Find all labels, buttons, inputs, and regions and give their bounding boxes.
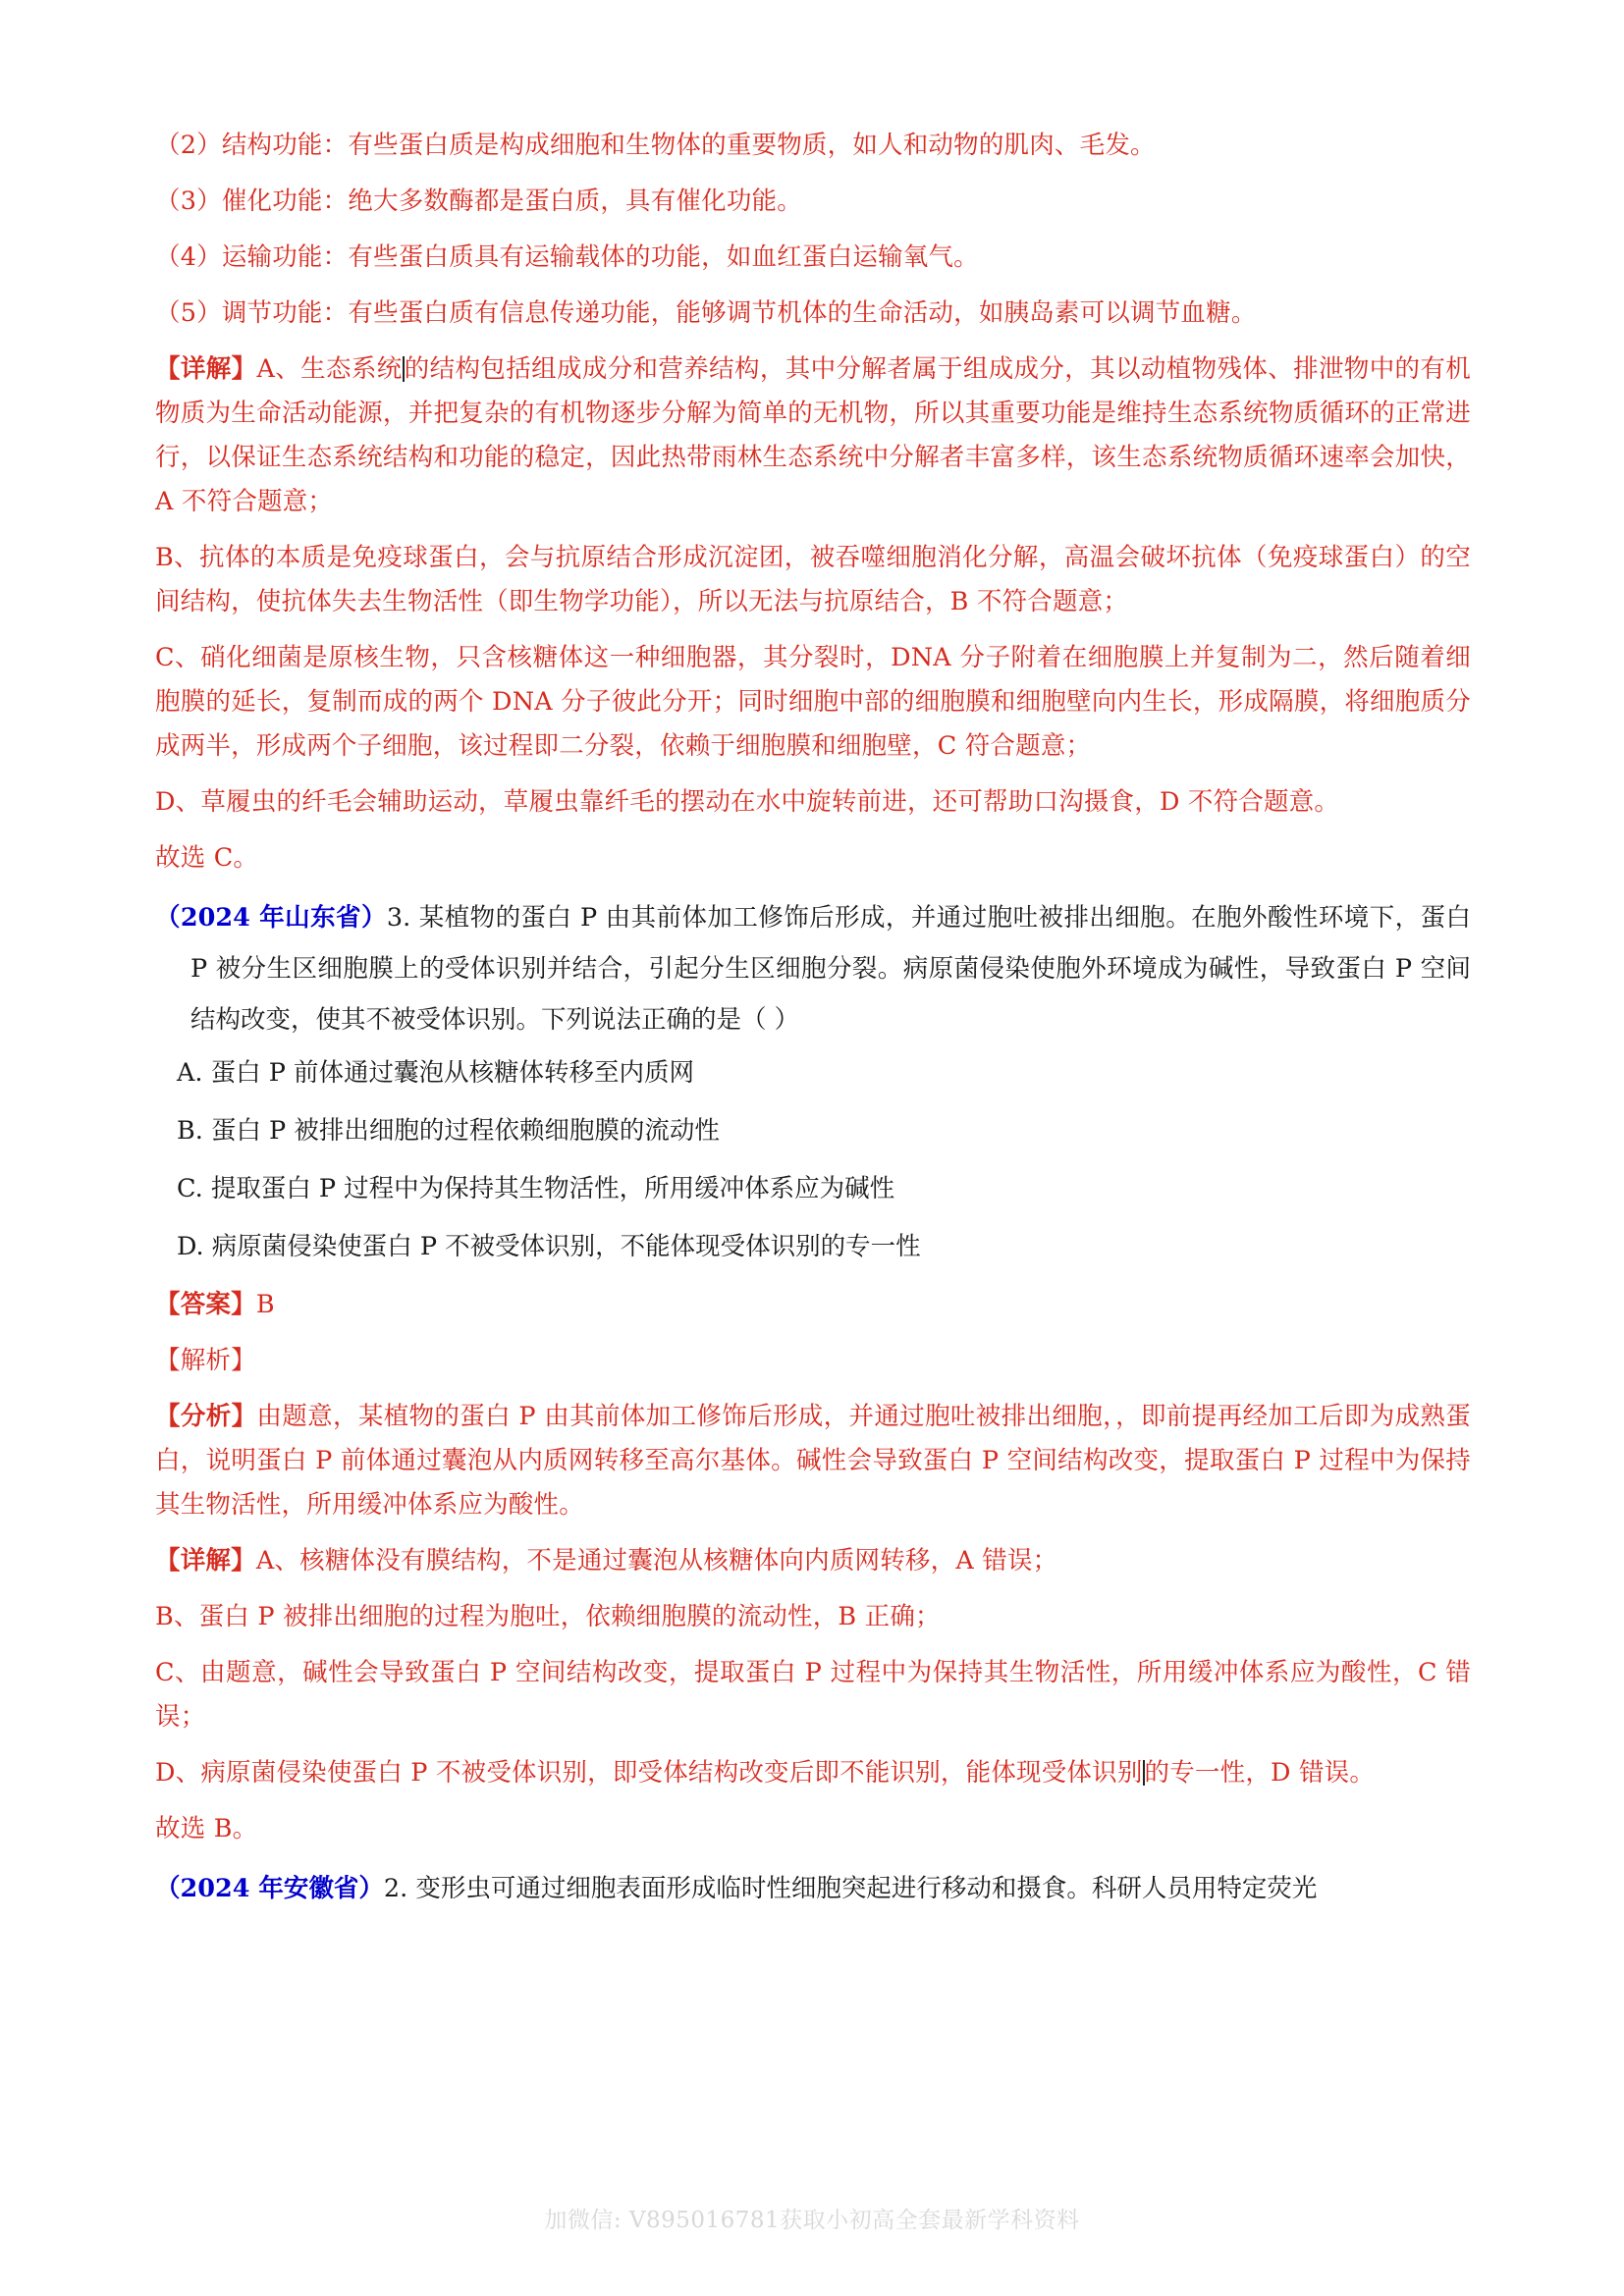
question-shandong-number: 3. — [386, 903, 411, 933]
function-item-3: （3）催化功能：绝大多数酶都是蛋白质，具有催化功能。 — [155, 187, 802, 216]
function-item-4: （4）运输功能：有些蛋白质具有运输载体的功能，如血红蛋白运输氧气。 — [155, 242, 979, 272]
detail-2-part-a — [155, 1539, 1471, 1583]
explanation-1-conclusion: 故选 C。 — [155, 843, 259, 873]
explanation-1-part-d: D、草履虫的纤毛会辅助运动，草履虫靠纤毛的摆动在水中旋转前进，还可帮助口沟摄食，D 不符合题意。 — [155, 787, 1340, 817]
answer-label: 【答案】 — [155, 1290, 256, 1319]
question-anhui-number: 2. — [383, 1874, 408, 1903]
detail-2-part-c: C、由题意，碱性会导致蛋白 P 空间结构改变，提取蛋白 P 过程中为保持其生物活性，所用缓冲体系应为酸性，C 错误； — [155, 1658, 1471, 1732]
detail-2-part-d — [155, 1751, 1471, 1795]
analysis-label: 【分析】 — [155, 1402, 257, 1431]
analysis-paragraph — [155, 1395, 1471, 1527]
analysis-text: 由题意，某植物的蛋白 P 由其前体加工修饰后形成，并通过胞吐被排出细胞，，即前提再经加工后即为成熟蛋白，说明蛋白 P 前体通过囊泡从内质网转移至高尔基体。碱性会导致蛋白 P 空间结构改变，提取蛋白 P 过程中为保持其生物活性，所用缓冲体系应为酸性。 — [155, 1402, 1471, 1520]
question-shandong-text: 某植物的蛋白 P 由其前体加工修饰后形成，并通过胞吐被排出细胞。在胞外酸性环境下，蛋白 P 被分生区细胞膜上的受体识别并结合，引起分生区细胞分裂。病原菌侵染使胞外环境成为碱性，导致蛋白 P 空间结构改变，使其不被受体识别。下列说法正确的是（ ） — [190, 903, 1472, 1035]
explanation-1-part-b: B、抗体的本质是免疫球蛋白，会与抗原结合形成沉淀团，被吞噬细胞消化分解，高温会破坏抗体（免疫球蛋白）的空间结构，使抗体失去生物活性（即生物学功能），所以无法与抗原结合，B 不符合题意； — [155, 543, 1471, 616]
province-tag-anhui: （2024 年安徽省） — [155, 1874, 384, 1903]
analysis-header: 【解析】 — [155, 1346, 256, 1375]
province-tag-shandong: （2024 年山东省） — [155, 903, 387, 933]
explanation-1-part-a-post: 的结构包括组成成分和营养结构，其中分解者属于组成成分，其以动植物残体、排泄物中的有机物质为生命活动能源，并把复杂的有机物逐步分解为简单的无机物，所以其重要功能是维持生态系统物质循环的正常进行，以保证生态系统结构和功能的稳定，因此热带雨林生态系统中分解者丰富多样，该生态系统物质循环速率会加快，A 不符合题意； — [155, 354, 1471, 516]
detail-2-part-a-text: A、核糖体没有膜结构，不是通过囊泡从核糖体向内质网转移，A 错误； — [255, 1546, 1058, 1575]
detail-2-label: 【详解】 — [155, 1546, 256, 1575]
question-anhui-stem — [155, 1863, 1471, 1914]
option-b[interactable]: B. 蛋白 P 被排出细胞的过程依赖细胞膜的流动性 — [177, 1116, 720, 1146]
detail-label: 【详解】 — [155, 354, 257, 384]
explanation-1-part-a — [155, 347, 1471, 524]
question-shandong-stem — [155, 892, 1471, 1045]
function-item-5: （5）调节功能：有些蛋白质有信息传递功能，能够调节机体的生命活动，如胰岛素可以调节血糖。 — [155, 298, 1257, 328]
detail-2-part-b: B、蛋白 P 被排出细胞的过程为胞吐，依赖细胞膜的流动性，B 正确； — [155, 1602, 941, 1631]
explanation-1-part-a-pre: A、生态系统 — [256, 354, 403, 384]
answer-value: B — [255, 1290, 275, 1319]
detail-2-part-d-pre: D、病原菌侵染使蛋白 P 不被受体识别，即受体结构改变后即不能识别，能体现受体识别 — [155, 1758, 1143, 1788]
answer-line — [155, 1283, 1471, 1327]
option-a[interactable]: A. 蛋白 P 前体通过囊泡从核糖体转移至内质网 — [177, 1058, 694, 1088]
explanation-1-part-c: C、硝化细菌是原核生物，只含核糖体这一种细胞器，其分裂时，DNA 分子附着在细胞膜上并复制为二，然后随着细胞膜的延长，复制而成的两个 DNA 分子彼此分开；同时细胞中部的细胞膜和细胞壁向内生长，形成隔膜，将细胞质分成两半，形成两个子细胞，该过程即二分裂，依赖于细胞膜和细胞壁，C 符合题意； — [155, 643, 1471, 761]
page-content — [155, 124, 1471, 1920]
page-footer: 加微信: V895016781获取小初高全套最新学科资料 — [544, 2208, 1080, 2233]
question-anhui-text: 变形虫可通过细胞表面形成临时性细胞突起进行移动和摄食。科研人员用特定荧光 — [415, 1874, 1318, 1903]
detail-2-part-d-post: 的专一性，D 错误。 — [1144, 1758, 1376, 1788]
option-c[interactable]: C. 提取蛋白 P 过程中为保持其生物活性，所用缓冲体系应为碱性 — [177, 1174, 895, 1203]
function-item-2: （2）结构功能：有些蛋白质是构成细胞和生物体的重要物质，如人和动物的肌肉、毛发。 — [155, 131, 1156, 160]
detail-2-conclusion: 故选 B。 — [155, 1814, 258, 1843]
option-d[interactable]: D. 病原菌侵染使蛋白 P 不被受体识别，不能体现受体识别的专一性 — [177, 1232, 921, 1261]
